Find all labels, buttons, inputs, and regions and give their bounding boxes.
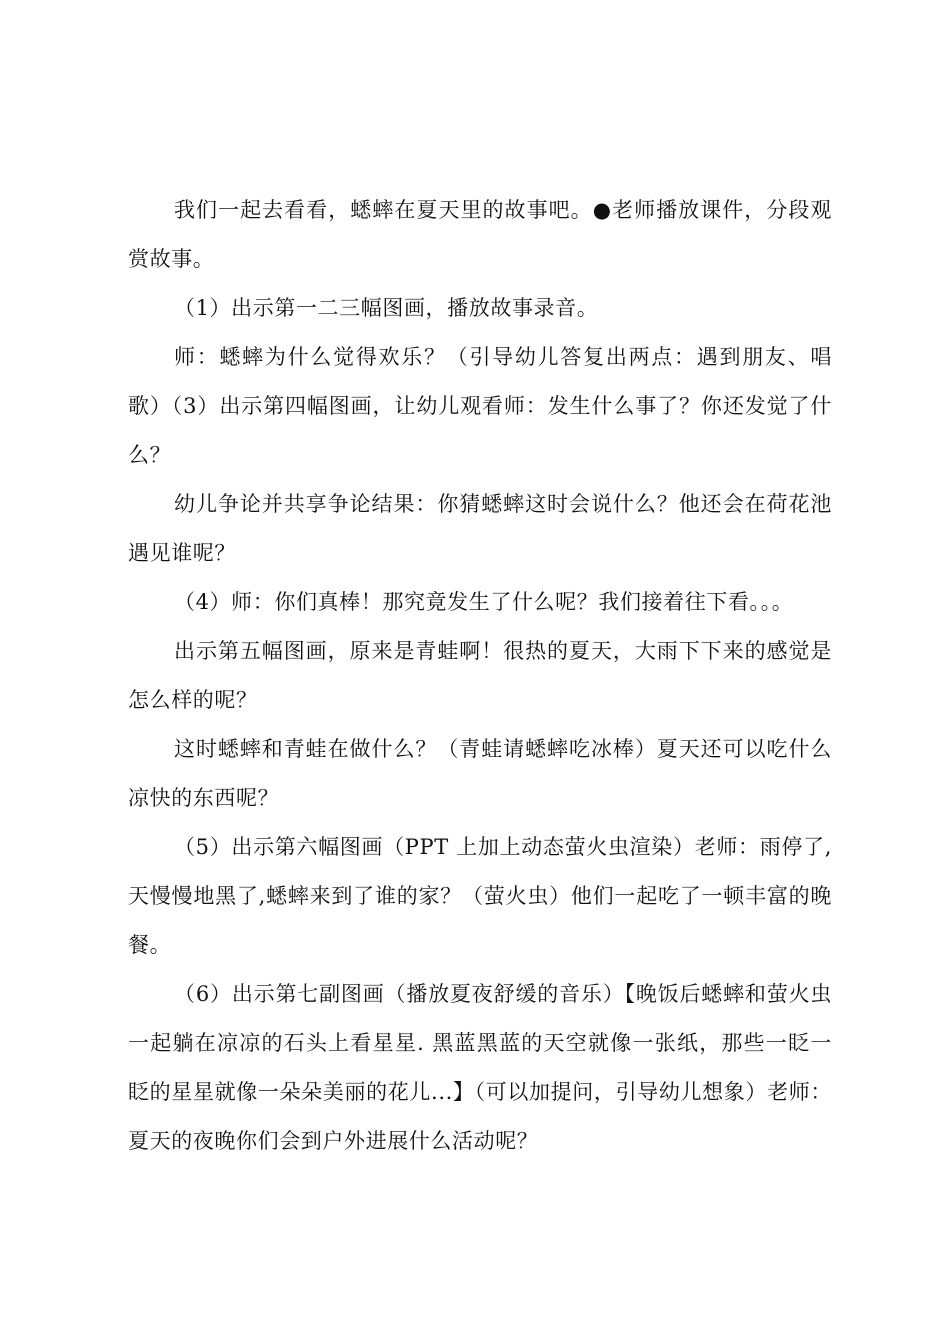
paragraph-7: 这时蟋蟀和青蛙在做什么？（青蛙请蟋蟀吃冰棒）夏天还可以吃什么凉快的东西呢？ — [128, 737, 832, 810]
paragraph-5: （4）师：你们真棒！那究竟发生了什么呢？我们接着往下看。。。 — [174, 590, 794, 614]
document-body — [128, 186, 832, 1166]
paragraph-2: （1）出示第一二三幅图画，播放故事录音。 — [174, 296, 599, 320]
paragraph-1: 我们一起去看看，蟋蟀在夏天里的故事吧。●老师播放课件，分段观赏故事。 — [128, 198, 832, 271]
paragraph-4: 幼儿争论并共享争论结果：你猜蟋蟀这时会说什么？他还会在荷花池遇见谁呢？ — [128, 492, 832, 565]
paragraph-9: （6）出示第七副图画（播放夏夜舒缓的音乐）【晚饭后蟋蟀和萤火虫一起躺在凉凉的石头上看星星. 黑蓝黑蓝的天空就像一张纸，那些一眨一眨的星星就像一朵朵美丽的花儿...】（可以加提问，引导幼儿想象）老师：夏天的夜晚你们会到户外进展什么活动呢？ — [128, 982, 832, 1153]
paragraph-8: （5）出示第六幅图画（PPT 上加上动态萤火虫渲染）老师：雨停了,天慢慢地黑了,蟋蟀来到了谁的家？（萤火虫）他们一起吃了一顿丰富的晚餐。 — [128, 835, 832, 957]
paragraph-3: 师：蟋蟀为什么觉得欢乐？（引导幼儿答复出两点：遇到朋友、唱歌）（3）出示第四幅图画，让幼儿观看师：发生什么事了？你还发觉了什么？ — [128, 345, 832, 467]
paragraph-6: 出示第五幅图画，原来是青蛙啊！很热的夏天，大雨下下来的感觉是怎么样的呢？ — [128, 639, 832, 712]
